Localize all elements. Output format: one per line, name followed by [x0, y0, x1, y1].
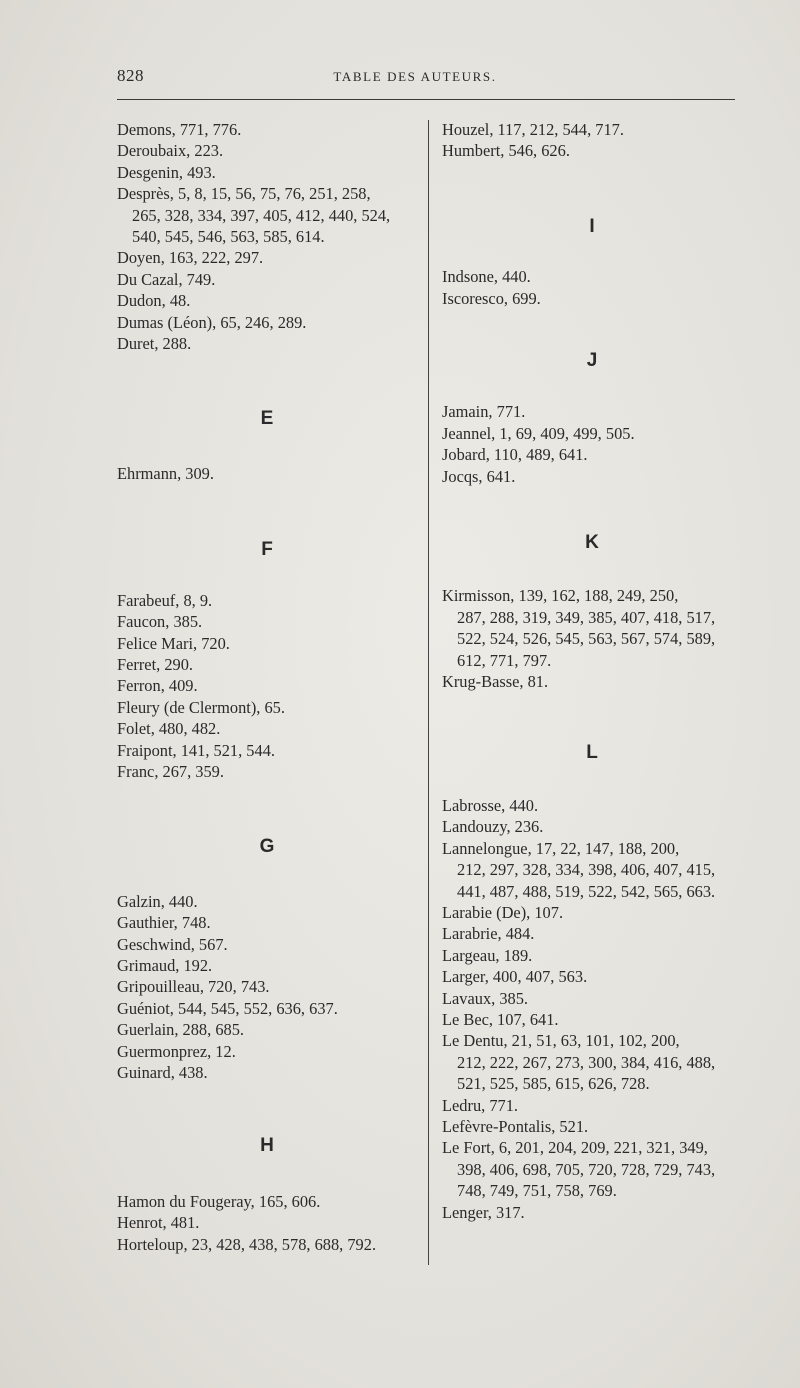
index-entry-continuation: 265, 328, 334, 397, 405, 412, 440, 524,: [132, 205, 391, 225]
index-entry: [442, 1030, 742, 1094]
index-entry: [117, 718, 417, 739]
index-entry: [442, 444, 742, 465]
index-entry-line: Deroubaix, 223.: [117, 141, 224, 161]
index-entry-line: Desprès, 5, 8, 15, 56, 75, 76, 251, 258,: [117, 184, 371, 204]
index-entry-continuation: 522, 524, 526, 545, 563, 567, 574, 589,: [457, 629, 716, 649]
index-entry: [117, 162, 417, 183]
index-entry: [117, 140, 417, 161]
index-entry: [442, 671, 742, 692]
index-entry: [442, 966, 742, 987]
index-entry: [117, 976, 417, 997]
index-entry-line: Jobard, 110, 489, 641.: [442, 445, 588, 465]
index-entry-line: Geschwind, 567.: [117, 934, 228, 954]
index-entry: [117, 891, 417, 912]
index-entry-continuation: 212, 297, 328, 334, 398, 406, 407, 415,: [457, 860, 716, 880]
index-entry: [117, 247, 417, 268]
index-entry: [117, 312, 417, 333]
index-entry-line: Demons, 771, 776.: [117, 120, 242, 139]
index-entry: [117, 183, 417, 247]
index-entry: [117, 463, 417, 484]
index-entry: [442, 816, 742, 837]
index-entry: [117, 675, 417, 696]
index-entry-line: Duret, 288.: [117, 334, 192, 354]
section-letter-k: K: [585, 532, 599, 554]
index-entry-continuation: 212, 222, 267, 273, 300, 384, 416, 488,: [457, 1052, 716, 1072]
index-entry-line: Lefèvre-Pontalis, 521.: [442, 1117, 589, 1136]
section-letter-h: H: [260, 1135, 274, 1157]
index-entry-line: Du Cazal, 749.: [117, 269, 216, 289]
page-number: 828: [117, 66, 144, 85]
section-letter-j: J: [586, 350, 598, 372]
index-entry-line: Ehrmann, 309.: [117, 463, 214, 483]
section-letter-g: G: [259, 836, 275, 858]
index-entry-continuation: 748, 749, 751, 758, 769.: [457, 1181, 617, 1201]
index-entry-line: Galzin, 440.: [117, 891, 198, 911]
index-entry-line: Krug-Basse, 81.: [442, 672, 549, 692]
index-entry-line: Le Dentu, 21, 51, 63, 101, 102, 200,: [442, 1031, 680, 1051]
index-entry-line: Farabeuf, 8, 9.: [117, 590, 213, 610]
index-entry-line: Ledru, 771.: [442, 1095, 519, 1115]
index-entry-line: Guéniot, 544, 545, 552, 636, 637.: [117, 998, 338, 1018]
index-entry-line: Ferron, 409.: [117, 676, 198, 696]
index-entry-line: Jamain, 771.: [442, 402, 526, 422]
index-entry: [442, 288, 742, 309]
index-entry-line: Guinard, 438.: [117, 1063, 208, 1082]
index-entry: [442, 466, 742, 487]
index-entry: [442, 423, 742, 444]
index-entry: [442, 1137, 742, 1201]
index-entry: [117, 998, 417, 1019]
index-entry-line: Felice Mari, 720.: [117, 633, 230, 653]
index-entry-line: Doyen, 163, 222, 297.: [117, 248, 264, 268]
index-entry-line: Guermonprez, 12.: [117, 1041, 236, 1061]
index-entry: [442, 1095, 742, 1116]
index-entry-line: Larabie (De), 107.: [442, 902, 564, 922]
section-letter-f: F: [261, 539, 273, 561]
index-entry: [117, 290, 417, 311]
index-entry-line: Desgenin, 493.: [117, 162, 216, 182]
index-entry: [442, 795, 742, 816]
index-entry-continuation: 287, 288, 319, 349, 385, 407, 418, 517,: [457, 607, 716, 627]
index-entry-line: Indsone, 440.: [442, 267, 531, 287]
index-group-h: [117, 1191, 417, 1255]
index-entry: [117, 590, 417, 611]
index-entry-line: Dumas (Léon), 65, 246, 289.: [117, 312, 307, 332]
index-entry: [117, 1041, 417, 1062]
index-entry: [442, 988, 742, 1009]
index-entry: [442, 401, 742, 422]
index-group-h-continued: [442, 119, 742, 162]
index-entry: [117, 1062, 417, 1083]
index-entry: [442, 945, 742, 966]
index-group-l: [442, 795, 742, 1223]
index-entry-line: Folet, 480, 482.: [117, 719, 221, 739]
index-entry-line: Franc, 267, 359.: [117, 761, 224, 781]
index-group-i: [442, 266, 742, 309]
left-column: [117, 119, 417, 1255]
index-entry-line: Fleury (de Clermont), 65.: [117, 697, 285, 717]
index-entry-line: Gauthier, 748.: [117, 913, 211, 933]
section-letter-i: I: [589, 215, 595, 237]
index-entry-line: Kirmisson, 139, 162, 188, 249, 250,: [442, 586, 679, 606]
index-entry-line: Ferret, 290.: [117, 654, 194, 674]
index-entry: [117, 633, 417, 654]
index-group-j: [442, 401, 742, 487]
index-entry: [442, 1116, 742, 1137]
index-entry-line: Grimaud, 192.: [117, 955, 213, 975]
index-entry-continuation: 612, 771, 797.: [457, 650, 552, 670]
index-entry-line: Le Bec, 107, 641.: [442, 1009, 559, 1029]
index-entry-line: Jeannel, 1, 69, 409, 499, 505.: [442, 423, 635, 443]
index-entry-line: Labrosse, 440.: [442, 795, 539, 815]
index-entry-line: Henrot, 481.: [117, 1213, 200, 1233]
index-entry: [442, 140, 742, 161]
index-entry: [117, 912, 417, 933]
section-letter-l: L: [586, 741, 598, 763]
index-entry-line: Houzel, 117, 212, 544, 717.: [442, 120, 624, 139]
index-entry: [117, 1212, 417, 1233]
index-entry-line: Guerlain, 288, 685.: [117, 1020, 245, 1040]
index-entry: [117, 333, 417, 354]
index-entry: [117, 934, 417, 955]
index-entry-line: Dudon, 48.: [117, 291, 191, 311]
index-entry: [117, 119, 417, 140]
index-entry-line: Lenger, 317.: [442, 1202, 525, 1222]
index-entry-line: Iscoresco, 699.: [442, 288, 541, 308]
index-entry-line: Humbert, 546, 626.: [442, 141, 570, 161]
index-entry-line: Gripouilleau, 720, 743.: [117, 977, 270, 997]
index-entry-line: Le Fort, 6, 201, 204, 209, 221, 321, 349,: [442, 1138, 708, 1158]
index-entry-line: Landouzy, 236.: [442, 817, 544, 837]
index-entry: [117, 1019, 417, 1040]
index-entry: [442, 1009, 742, 1030]
section-letter-e: E: [260, 408, 274, 430]
column-divider: [428, 120, 429, 1265]
index-entry: [117, 697, 417, 718]
index-entry: [117, 269, 417, 290]
index-group-d: [117, 119, 417, 354]
index-entry: [117, 654, 417, 675]
index-entry: [117, 761, 417, 782]
index-entry: [117, 955, 417, 976]
index-entry: [442, 119, 742, 140]
index-entry-line: Larabrie, 484.: [442, 924, 535, 944]
index-entry-continuation: 540, 545, 546, 563, 585, 614.: [132, 227, 325, 247]
index-entry-continuation: 398, 406, 698, 705, 720, 728, 729, 743,: [457, 1159, 716, 1179]
running-head: TABLE DES AUTEURS.: [333, 69, 497, 84]
index-group-g: [117, 891, 417, 1084]
index-entry-continuation: 441, 487, 488, 519, 522, 542, 565, 663.: [457, 881, 716, 901]
index-entry-line: Larger, 400, 407, 563.: [442, 967, 588, 987]
index-entry: [442, 1202, 742, 1223]
index-group-k: [442, 585, 742, 692]
index-entry: [442, 838, 742, 902]
index-entry-line: Largeau, 189.: [442, 945, 533, 965]
right-column: [442, 119, 742, 1223]
index-entry: [117, 740, 417, 761]
index-entry: [117, 1234, 417, 1255]
index-group-f: [117, 590, 417, 783]
index-entry-line: Faucon, 385.: [117, 612, 203, 632]
index-entry-line: Horteloup, 23, 428, 438, 578, 688, 792.: [117, 1234, 377, 1254]
index-entry: [117, 1191, 417, 1212]
index-entry: [442, 266, 742, 287]
index-entry-line: Fraipont, 141, 521, 544.: [117, 740, 275, 760]
index-entry-line: Lavaux, 385.: [442, 988, 529, 1008]
index-group-e: [117, 463, 417, 484]
index-entry-line: Jocqs, 641.: [442, 466, 516, 486]
index-entry: [442, 902, 742, 923]
index-entry: [442, 585, 742, 671]
index-entry: [442, 923, 742, 944]
index-entry: [117, 611, 417, 632]
index-entry-line: Hamon du Fougeray, 165, 606.: [117, 1191, 321, 1211]
header-rule: [117, 99, 735, 100]
index-entry-line: Lannelongue, 17, 22, 147, 188, 200,: [442, 838, 680, 858]
index-entry-continuation: 521, 525, 585, 615, 626, 728.: [457, 1074, 650, 1094]
